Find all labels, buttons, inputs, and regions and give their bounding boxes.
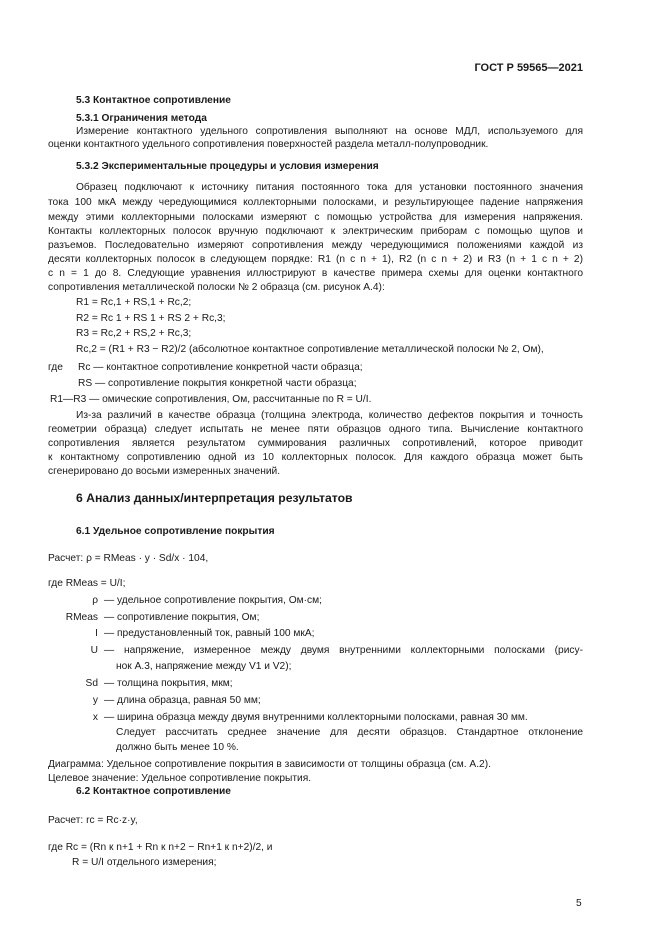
paragraph-line: Измерение контактного удельного сопротивления выполняют на основе МДЛ, используемого для	[76, 126, 583, 137]
paragraph-line: оценки контактного удельного сопротивления поверхностей раздела металл-полупроводник.	[48, 139, 489, 150]
page-number: 5	[576, 898, 582, 909]
paragraph-line: к контактному сопротивлению одной из 10 коллекторных полосок. Для каждого образца может быть	[48, 452, 583, 463]
paragraph-line: Образец подключают к источнику питания постоянного тока для установки постоянного значения	[76, 182, 583, 193]
definition-rho: — удельное сопротивление покрытия, Ом·см;	[104, 595, 322, 606]
symbol-x: x	[92, 712, 98, 723]
definition-r1-r3: R1—R3 — омические сопротивления, Ом, рассчитанные по R = U/I.	[50, 394, 372, 405]
equation-rc2: Rc,2 = (R1 + R3 − R2)/2 (абсолютное контактное сопротивление металлической полоски № 2, Ом),	[76, 344, 544, 355]
formula-r: R = U/I отдельного измерения;	[72, 857, 217, 868]
paragraph-line: между этими коллекторными полосками измеряют с помощью устройства для измерения напряжения.	[48, 212, 583, 223]
definition-rmeas: — сопротивление покрытия, Ом;	[104, 612, 260, 623]
symbol-rmeas: RMeas	[65, 612, 98, 623]
where-label: где	[48, 362, 63, 373]
section-5-3-2-title: 5.3.2 Экспериментальные процедуры и условия измерения	[76, 161, 379, 172]
symbol-y: y	[92, 695, 98, 706]
paragraph-line: разъемов. Последовательно измеряют сопротивления между чередующимися положениями каждой из	[48, 240, 583, 251]
paragraph-line: сопротивления является результатом суммирования различных сопротивлений, которое приводит	[48, 438, 583, 449]
section-5-3-title: 5.3 Контактное сопротивление	[76, 95, 231, 106]
definition-x-note: Следует рассчитать среднее значение для десяти образцов. Стандартное отклонение	[116, 727, 583, 738]
symbol-i: I	[95, 628, 98, 639]
definition-y: — длина образца, равная 50 мм;	[104, 695, 261, 706]
formula-resistivity: Расчет: ρ = RMeas · y · Sd/x · 104,	[48, 553, 209, 564]
symbol-u: U	[90, 645, 98, 656]
equation-r2: R2 = Rc 1 + RS 1 + RS 2 + Rc,3;	[76, 313, 226, 324]
equation-r3: R3 = Rc,2 + RS,2 + Rc,3;	[76, 328, 192, 339]
standard-number: ГОСТ Р 59565—2021	[474, 62, 583, 74]
definition-rs: RS — сопротивление покрытия конкретной части образца;	[78, 378, 357, 389]
formula-rc: где Rc = (Rn к n+1 + Rn к n+2 − Rn+1 к n+2)/2, и	[48, 842, 273, 853]
paragraph-line: Контакты коллекторных полосок вручную подключают к электрическим приборам с помощью щупов и	[48, 226, 583, 237]
definition-u: — напряжение, измеренное между двумя внутренними коллекторными полосками (рису-	[104, 645, 583, 656]
section-6-2-title: 6.2 Контактное сопротивление	[76, 786, 231, 797]
paragraph-line: с n = 1 до 8. Следующие уравнения иллюстрируют в качестве примера схемы для оценки контактного	[48, 268, 583, 279]
formula-rmeas: где RMeas = U/I;	[48, 578, 126, 589]
symbol-sd: Sd	[85, 678, 98, 689]
equation-r1: R1 = Rc,1 + RS,1 + Rc,2;	[76, 297, 192, 308]
section-6-title: 6 Анализ данных/интерпретация результатов	[76, 491, 353, 505]
formula-contact-resistance: Расчет: rc = Rc·z·y,	[48, 815, 138, 826]
paragraph-line: тока 100 мкА между чередующимися коллекторными полосками, и результирующее падение напряжения	[48, 197, 583, 208]
paragraph-line: десяти коллекторных полосок в следующем порядке: R1 (n с n + 1), R2 (n с n + 2) и R3 (n + 1 с n + 2)	[48, 254, 583, 265]
diagram-note: Диаграмма: Удельное сопротивление покрытия в зависимости от толщины образца (см. А.2).	[48, 759, 491, 770]
symbol-rho: ρ	[92, 595, 98, 606]
definition-sd: — толщина покрытия, мкм;	[104, 678, 233, 689]
section-6-1-title: 6.1 Удельное сопротивление покрытия	[76, 526, 275, 537]
target-value-note: Целевое значение: Удельное сопротивление покрытия.	[48, 773, 312, 784]
definition-x-note-end: должно быть менее 10 %.	[116, 742, 239, 753]
definition-rc: Rc — контактное сопротивление конкретной части образца;	[78, 362, 363, 373]
definition-i: — предустановленный ток, равный 100 мкА;	[104, 628, 315, 639]
paragraph-line: Из-за различий в качестве образца (толщина электрода, количество дефектов покрытия и точность	[76, 410, 583, 421]
definition-x: — ширина образца между двумя внутренними коллекторными полосками, равная 30 мм.	[104, 712, 528, 723]
section-5-3-1-title: 5.3.1 Ограничения метода	[76, 113, 207, 124]
definition-u-continued: нок А.3, напряжение между V1 и V2);	[116, 661, 292, 672]
paragraph-line: геометрии образца) следует испытать не менее пяти образцов одного типа. Вычисление контактного	[48, 424, 583, 435]
paragraph-line: сгенерировано до восьми измеренных значений.	[48, 466, 281, 477]
paragraph-line: сопротивления металлической полоски № 2 образца (см. рисунок А.4):	[48, 282, 385, 293]
